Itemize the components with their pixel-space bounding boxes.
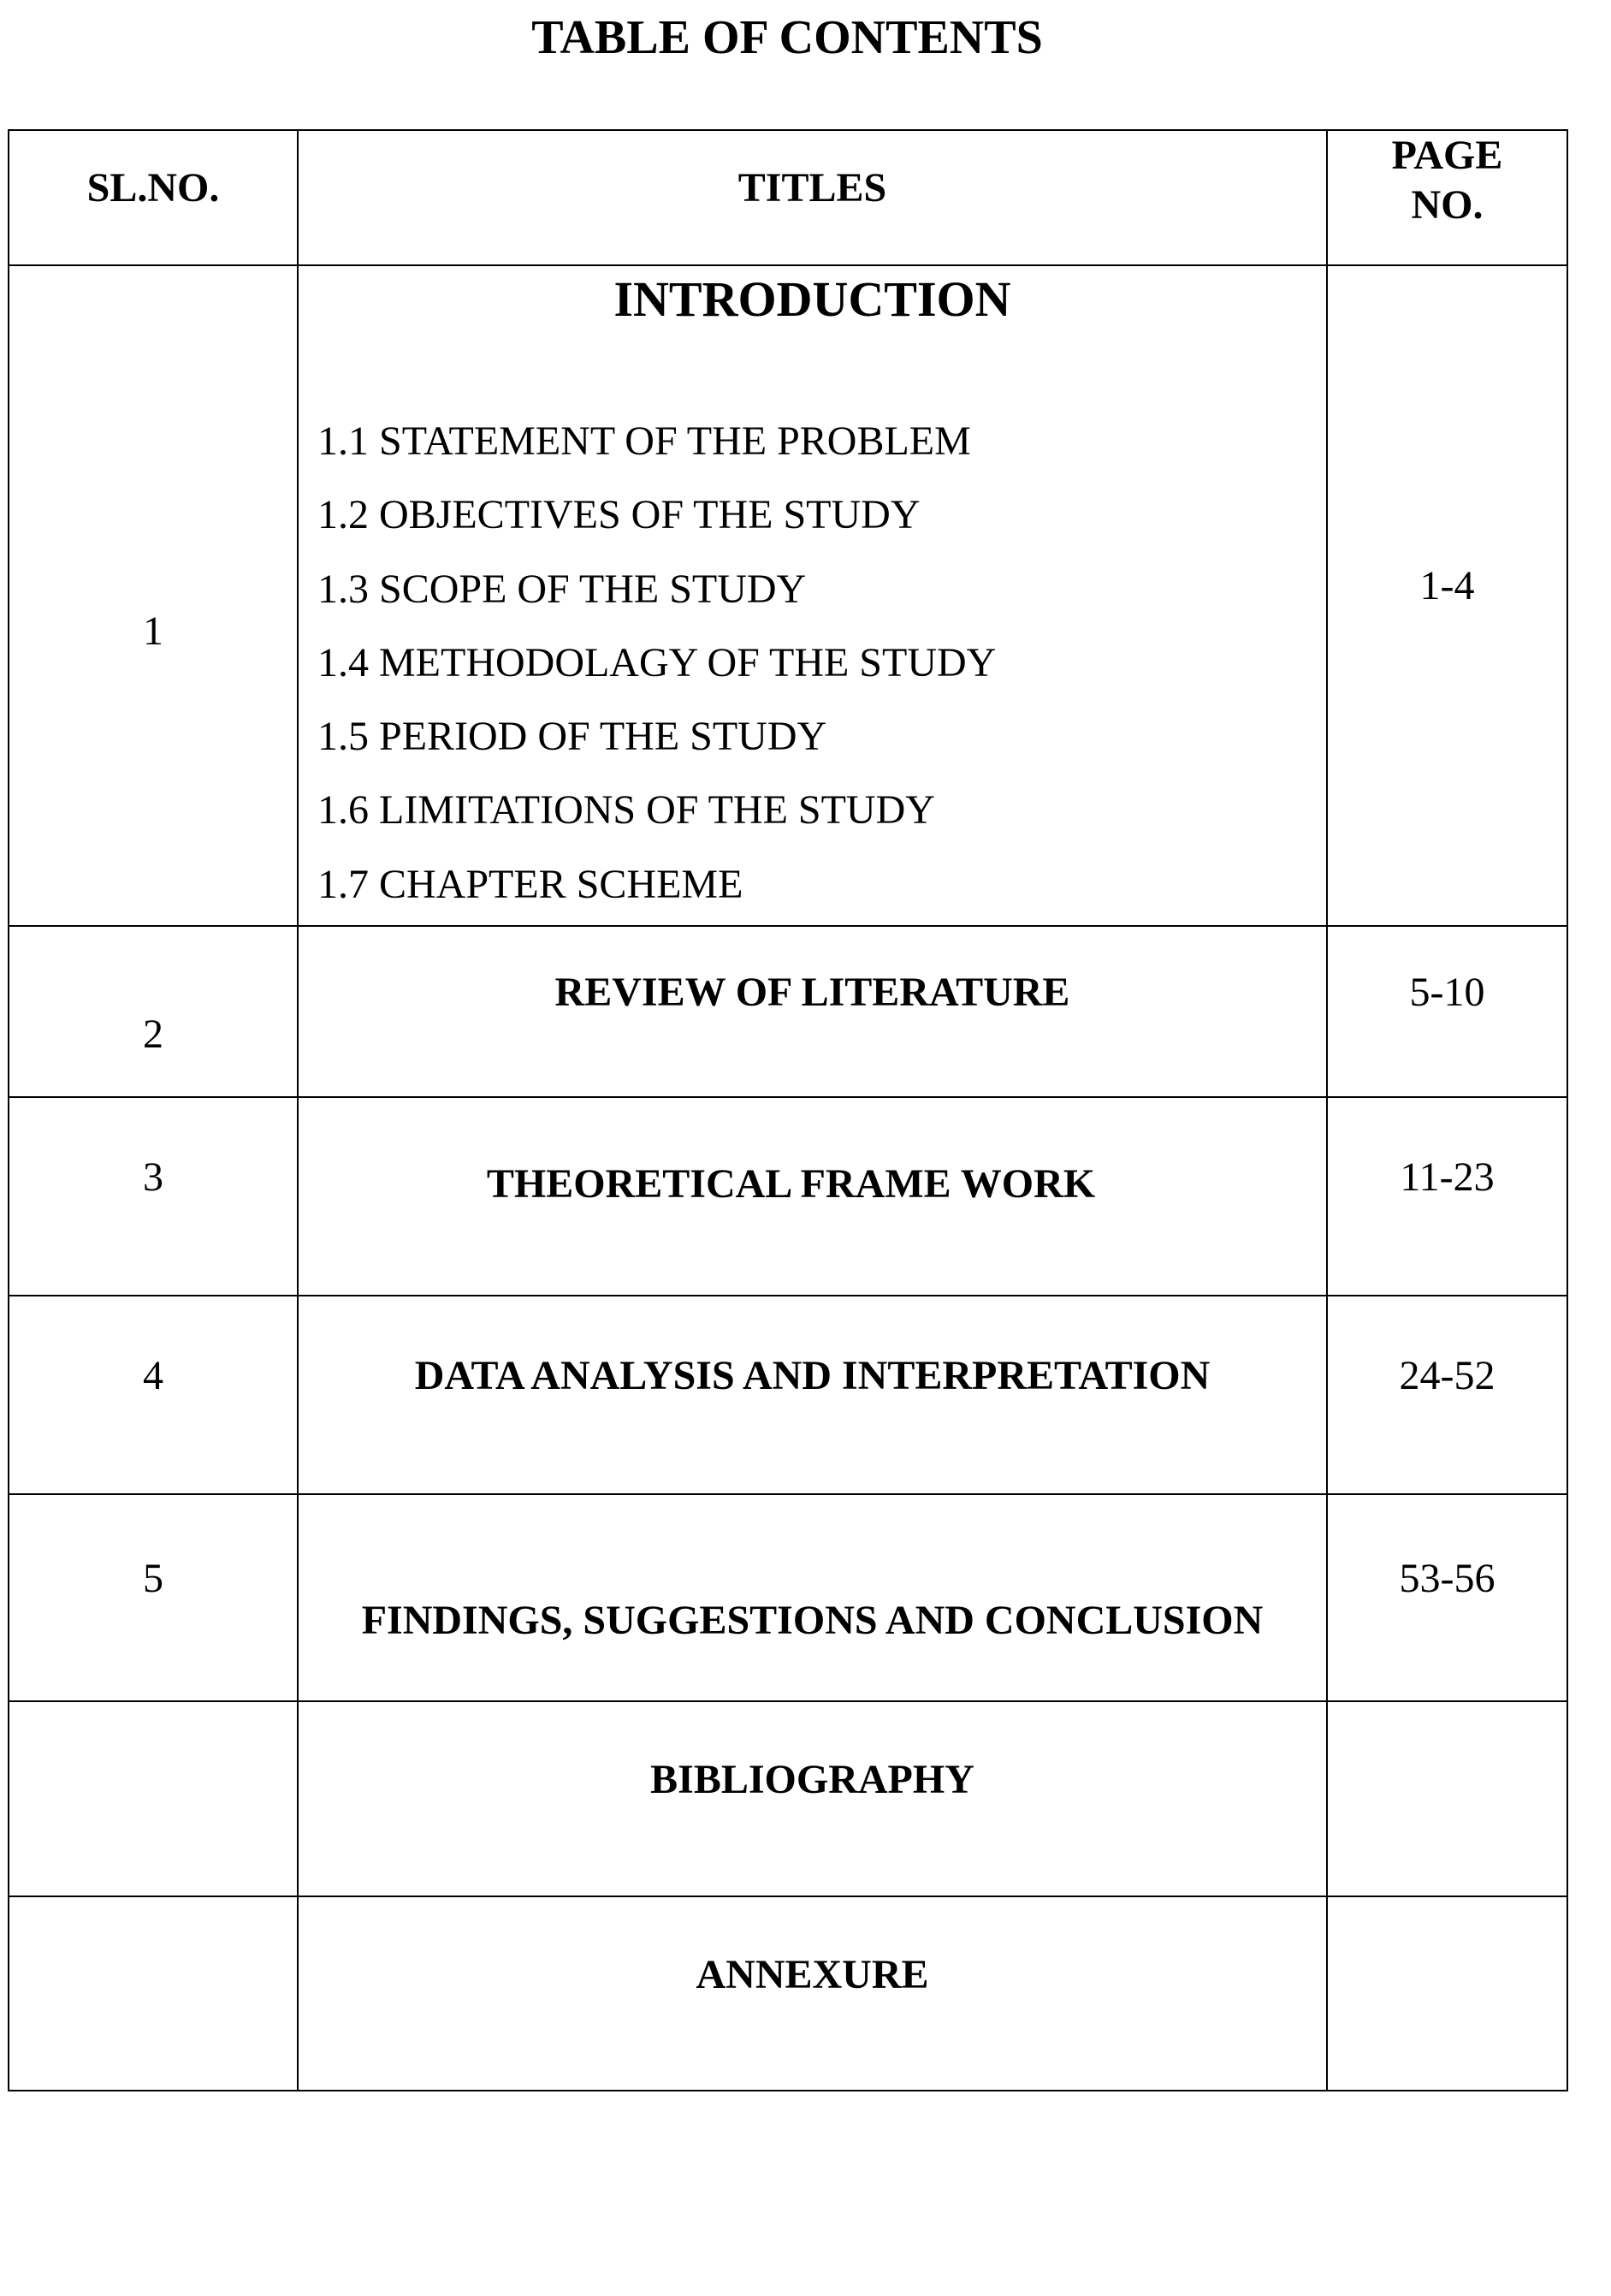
header-titles-cell [298, 130, 1327, 265]
subsection-item: 1.4 METHODOLAGY OF THE STUDY [317, 639, 997, 685]
page-range: 11-23 [1400, 1154, 1495, 1200]
table-of-contents [8, 129, 1568, 2091]
page-range-cell [1327, 1097, 1567, 1296]
chapter-title: THEORETICAL FRAME WORK [486, 1161, 1096, 1207]
table-row [9, 926, 1567, 1097]
header-titles: TITLES [737, 165, 887, 211]
sl-no-cell [9, 926, 298, 1097]
table-row [9, 265, 1567, 926]
header-page-no-cell [1327, 130, 1567, 265]
sl-no-cell [9, 265, 298, 926]
chapter-title: DATA ANALYSIS AND INTERPRETATION [414, 1353, 1211, 1398]
title-cell [298, 265, 1327, 926]
sl-no: 5 [143, 1556, 163, 1601]
title-cell [298, 1896, 1327, 2091]
subsection-list [317, 405, 996, 922]
page-range: 24-52 [1399, 1353, 1496, 1398]
sl-no: 1 [143, 608, 163, 654]
sl-no-cell [9, 1494, 298, 1701]
header-page-no-line1: PAGE [1391, 133, 1503, 178]
sl-no: 3 [143, 1154, 163, 1200]
table-header-row [9, 130, 1567, 265]
subsection-item: 1.6 LIMITATIONS OF THE STUDY [317, 787, 935, 834]
page-range-cell [1327, 265, 1567, 926]
title-cell [298, 1097, 1327, 1296]
sl-no-cell [9, 1097, 298, 1296]
page-range-cell [1327, 1896, 1567, 2091]
sl-no: 4 [143, 1353, 163, 1398]
page-range-cell [1327, 1296, 1567, 1494]
subsection-item: 1.5 PERIOD OF THE STUDY [317, 714, 827, 760]
sl-no-cell [9, 1296, 298, 1494]
header-sl-no: SL.NO. [86, 165, 220, 211]
page-range: 1-4 [1419, 563, 1475, 608]
chapter-title: ANNEXURE [696, 1952, 929, 1997]
page-range: 53-56 [1399, 1556, 1496, 1601]
subsection-item: 1.3 SCOPE OF THE STUDY [317, 566, 807, 612]
table-row [9, 1701, 1567, 1896]
table-row [9, 1296, 1567, 1494]
subsection-item: 1.1 STATEMENT OF THE PROBLEM [317, 418, 971, 464]
subsection-item: 1.7 CHAPTER SCHEME [317, 861, 743, 907]
page-range-cell [1327, 926, 1567, 1097]
page-range-cell [1327, 1701, 1567, 1896]
title-cell [298, 926, 1327, 1097]
chapter-title: REVIEW OF LITERATURE [554, 970, 1070, 1015]
header-sl-no-cell [9, 130, 298, 265]
chapter-title: INTRODUCTION [613, 271, 1011, 327]
page-range: 5-10 [1409, 970, 1485, 1015]
chapter-title: BIBLIOGRAPHY [650, 1757, 974, 1802]
header-page-no-line2: NO. [1411, 182, 1484, 228]
table-row [9, 1097, 1567, 1296]
title-cell [298, 1296, 1327, 1494]
sl-no: 2 [143, 1012, 163, 1057]
page-title: TABLE OF CONTENTS [531, 11, 1043, 64]
chapter-title: FINDINGS, SUGGESTIONS AND CONCLUSION [361, 1598, 1264, 1643]
page-range-cell [1327, 1494, 1567, 1701]
title-cell [298, 1701, 1327, 1896]
sl-no-cell [9, 1701, 298, 1896]
title-cell [298, 1494, 1327, 1701]
table-row [9, 1896, 1567, 2091]
table-row [9, 1494, 1567, 1701]
sl-no-cell [9, 1896, 298, 2091]
subsection-item: 1.2 OBJECTIVES OF THE STUDY [317, 492, 921, 538]
